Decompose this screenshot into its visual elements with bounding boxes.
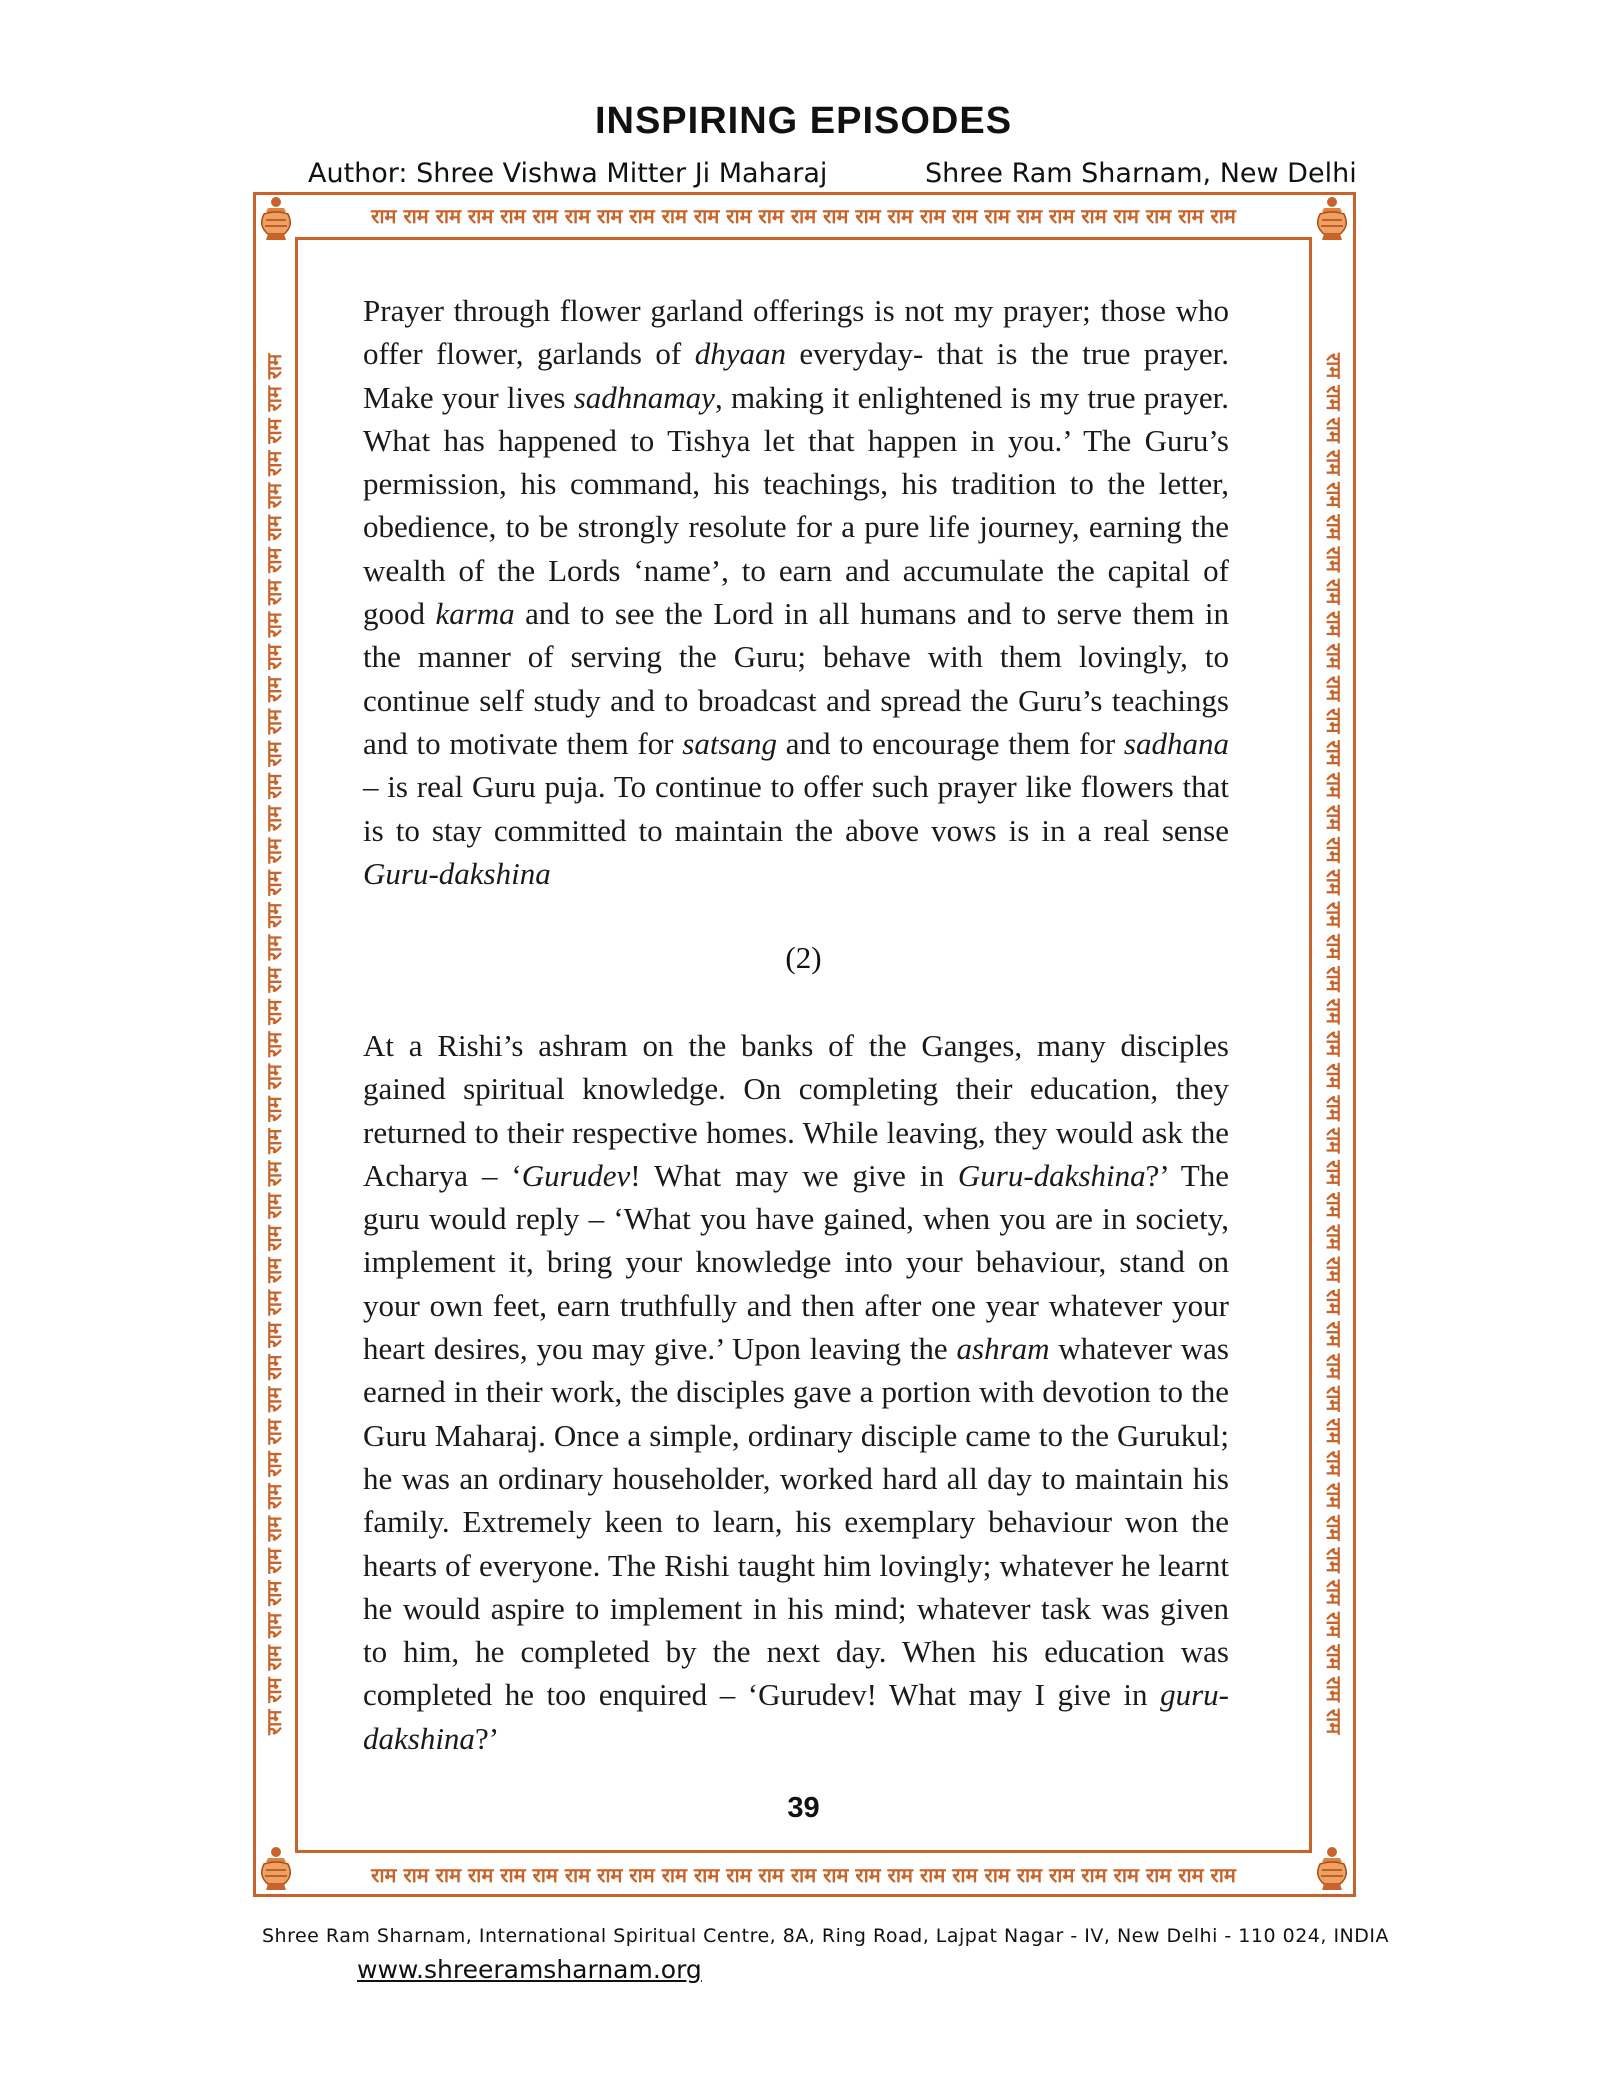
kalash-icon: [256, 196, 296, 242]
footer-address: Shree Ram Sharnam, International Spiritual Centre, 8A, Ring Road, Lajpat Nagar - IV, New Delhi - 110 024, INDIA: [262, 1925, 1390, 1947]
border-text-top: राम राम राम राम राम राम राम राम राम राम राम राम राम राम राम राम राम राम राम राम राम राम राम राम राम राम राम: [371, 204, 1236, 228]
italic-term: Guru-dakshina: [363, 855, 551, 891]
italic-term: karma: [435, 596, 515, 632]
italic-term: guru-dakshina: [363, 1677, 1229, 1756]
website-link[interactable]: www.shreeramsharnam.org: [357, 1955, 702, 1984]
organization-line: Shree Ram Sharnam, New Delhi: [925, 158, 1357, 189]
border-text-bottom: राम राम राम राम राम राम राम राम राम राम राम राम राम राम राम राम राम राम राम राम राम राम राम राम राम राम राम: [371, 1863, 1236, 1887]
italic-term: sadhana: [1123, 725, 1229, 761]
kalash-icon: [1312, 196, 1352, 242]
border-text-left: राम राम राम राम राम राम राम राम राम राम राम राम राम राम राम राम राम राम राम राम राम राम राम राम राम राम राम राम राम राम राम राम राम राम राम राम राम राम राम राम राम राम राम: [262, 353, 286, 1735]
italic-term: Gurudev: [521, 1157, 631, 1193]
italic-term: dhyaan: [694, 336, 786, 372]
paragraph-2: At a Rishi’s ashram on the banks of the Ganges, many disciples gained spiritual knowledge. On completing their education, they returned to their respective homes. While leaving, they would ask the Acharya – ‘Gurudev! What may we give in Guru-dakshina?’ The guru would reply – ‘What you have gained, when you are in society, implement it, bring your knowledge into your behaviour, stand on your own feet, earn truthfully and then after one year whatever your heart desires, you may give.’ Upon leaving the ashram whatever was earned in their work, the disciples gave a portion with devotion to the Guru Maharaj. Once a simple, ordinary disciple came to the Gurukul; he was an ordinary householder, worked hard all day to maintain his family. Extremely keen to learn, his exemplary behaviour won the hearts of everyone. The Rishi taught him lovingly; whatever he learnt he would aspire to implement in his mind; whatever task was given to him, he completed by the next day. When his education was completed he too enquired – ‘Gurudev! What may I give in guru-dakshina?’: [363, 1028, 1230, 1756]
italic-term: Guru-dakshina: [957, 1157, 1146, 1193]
kalash-icon: [256, 1846, 296, 1892]
section-number: (2): [785, 940, 822, 975]
page-number: 39: [787, 1792, 820, 1824]
paragraph-1: Prayer through flower garland offerings is not my prayer; those who offer flower, garlands of dhyaan everyday- that is the true prayer. Make your lives sadhnamay, making it enlightened is my true prayer. What has happened to Tishya let that happen in you.’ The Guru’s permission, his command, his teachings, his tradition to the letter, obedience, to be strongly resolute for a pure life journey, earning the wealth of the Lords ‘name’, to earn and accumulate the capital of good karma and to see the Lord in all humans and to serve them in the manner of serving the Guru; behave with them lovingly, to continue self study and to broadcast and spread the Guru’s teachings and to motivate them for satsang and to encourage them for sadhana – is real Guru puja. To continue to offer such prayer like flowers that is to stay committed to maintain the above vows is in a real sense Guru-dakshina: [363, 293, 1229, 891]
page-title: INSPIRING EPISODES: [594, 100, 1013, 142]
author-line: Author: Shree Vishwa Mitter Ji Maharaj: [308, 158, 828, 189]
kalash-icon: [1312, 1846, 1352, 1892]
border-text-right: राम राम राम राम राम राम राम राम राम राम राम राम राम राम राम राम राम राम राम राम राम राम राम राम राम राम राम राम राम राम राम राम राम राम राम राम राम राम राम राम राम राम राम: [1322, 353, 1346, 1735]
italic-term: sadhnamay: [573, 379, 715, 415]
italic-term: satsang: [682, 725, 778, 761]
italic-term: ashram: [956, 1331, 1050, 1367]
